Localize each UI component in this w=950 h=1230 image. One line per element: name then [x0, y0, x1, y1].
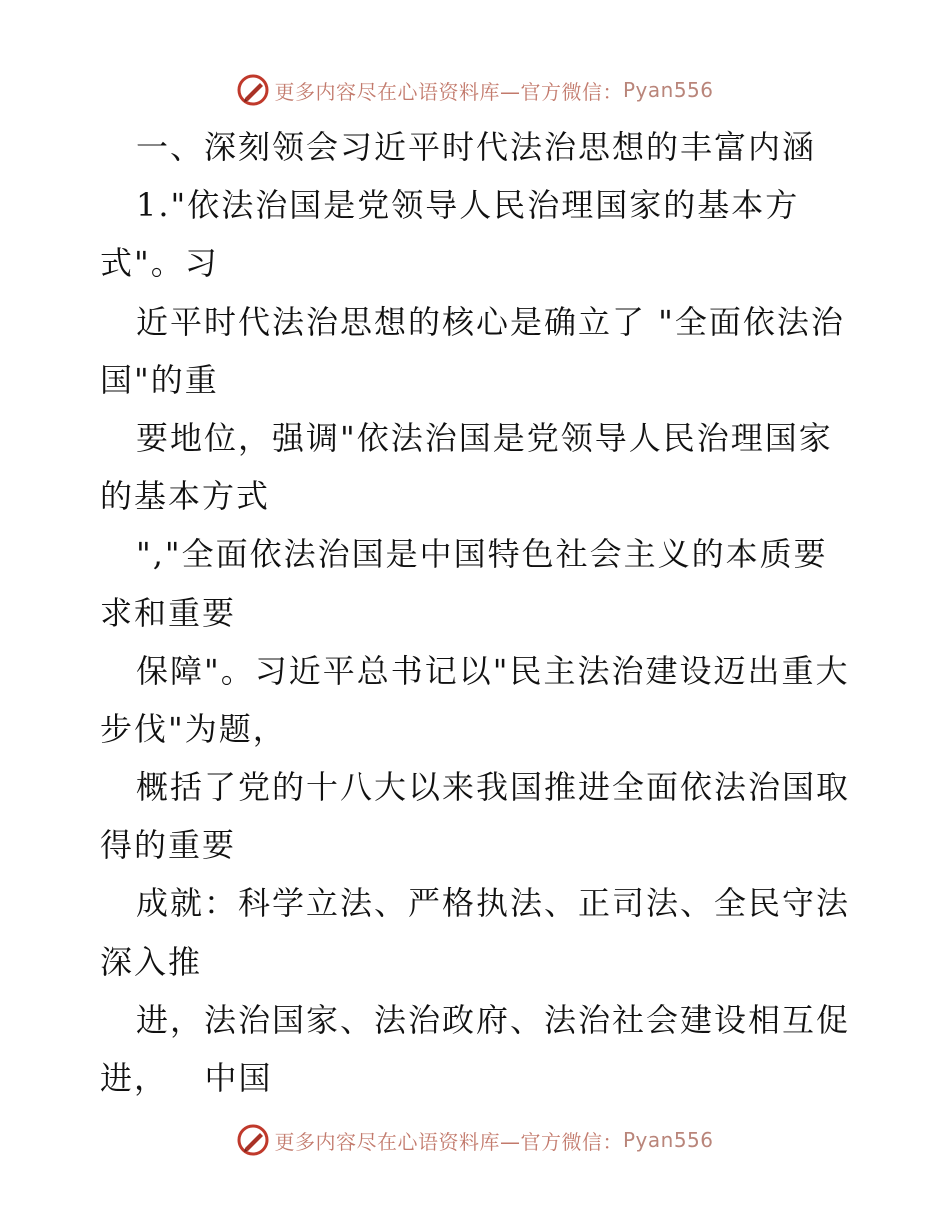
- text-line: 近平时代法治思想的核心是确立了 "全面依法治: [136, 302, 845, 341]
- text-line: 成就：科学立法、严格执法、正司法、全民守法: [136, 884, 851, 923]
- banner-wechat-id: Pyan556: [622, 78, 714, 102]
- text-line: 进，法治国家、法治政府、法治社会建设相互促: [136, 1000, 851, 1039]
- header-watermark-banner: [0, 70, 950, 110]
- banner-text: 更多内容尽在心语资料库—官方微信：: [274, 1129, 623, 1154]
- pen-seal-icon: [236, 73, 270, 107]
- text-line: 1."依法治国是党领导人民治理国家的基本方: [136, 186, 800, 225]
- text-line: 求和重要: [100, 593, 237, 632]
- text-line: 进， 中国: [100, 1059, 273, 1097]
- banner-wechat-id: Pyan556: [622, 1128, 714, 1152]
- text-line: 的基本方式: [100, 477, 271, 516]
- text-line: ","全面依法治国是中国特色社会主义的本质要: [136, 535, 828, 574]
- text-line: 式"。习: [100, 244, 219, 283]
- text-line: 得的重要: [100, 826, 237, 865]
- text-line: 保障"。习近平总书记以"民主法治建设迈出重大: [136, 651, 850, 690]
- text-line: 一、深刻领会习近平时代法治思想的丰富内涵: [136, 128, 817, 166]
- footer-watermark-banner: [0, 1120, 950, 1160]
- text-line: 国"的重: [100, 360, 219, 399]
- text-line: 深入推: [100, 942, 203, 981]
- text-line: 步伐"为题，: [100, 709, 287, 748]
- pen-seal-icon: [236, 1123, 270, 1157]
- text-line: 概括了党的十八大以来我国推进全面依法治国取: [136, 768, 851, 807]
- text-line: 要地位，强调"依法治国是党领导人民治理国家: [136, 418, 833, 457]
- document-body: [100, 118, 860, 1107]
- banner-text: 更多内容尽在心语资料库—官方微信：: [274, 79, 623, 104]
